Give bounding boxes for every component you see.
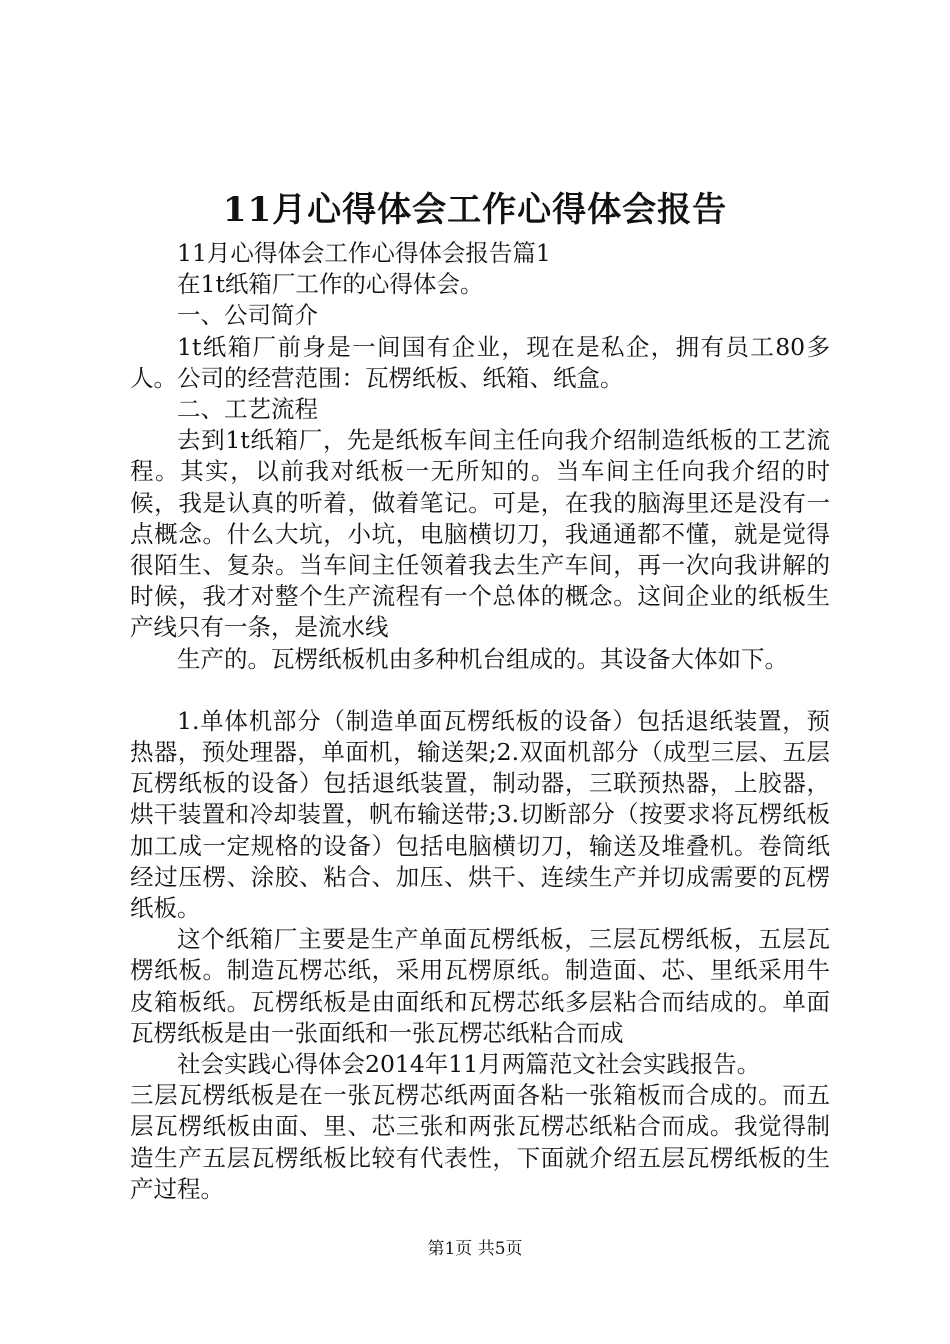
article-subtitle: 11月心得体会工作心得体会报告篇1 — [177, 239, 551, 267]
intro-paragraph: 在1t纸箱厂工作的心得体会。 — [177, 270, 484, 299]
five-layer-paragraph: 三层瓦楞纸板是在一张瓦楞芯纸两面各粘一张箱板而合成的。而五层瓦楞纸板由面、里、芯三张和两张瓦楞芯纸粘合而成。我觉得制造生产五层瓦楞纸板比较有代表性，下面就介绍五层瓦楞纸板的生产过程。 — [130, 1081, 830, 1203]
document-body — [130, 238, 830, 1205]
document-title: 11月心得体会工作心得体会报告 — [222, 190, 728, 230]
related-article-line: 社会实践心得体会2014年11月两篇范文社会实践报告。 — [177, 1050, 761, 1079]
company-paragraph: 1t纸箱厂前身是一间国有企业，现在是私企，拥有员工80多人。公司的经营范围：瓦楞纸板、纸箱、纸盒。 — [130, 332, 830, 392]
section-heading-company: 一、公司简介 — [177, 301, 318, 330]
process-paragraph: 去到1t纸箱厂，先是纸板车间主任向我介绍制造纸板的工艺流程。其实，以前我对纸板一无所知的。当车间主任向我介绍的时候，我是认真的听着，做着笔记。可是，在我的脑海里还是没有一点概念。什么大坑，小坑，电脑横切刀，我通通都不懂，就是觉得很陌生、复杂。当车间主任领着我去生产车间，再一次向我讲解的时候，我才对整个生产流程有一个总体的概念。这间企业的纸板生产线只有一条，是流水线 — [130, 426, 830, 642]
equipment-list-paragraph: 1.单体机部分（制造单面瓦楞纸板的设备）包括退纸装置，预热器，预处理器，单面机，输送架;2.双面机部分（成型三层、五层瓦楞纸板的设备）包括退纸装置，制动器，三联预热器，上胶器，烘干装置和冷却装置，帆布输送带;3.切断部分（按要求将瓦楞纸板加工成一定规格的设备）包括电脑横切刀，输送及堆叠机。卷筒纸经过压楞、涂胶、粘合、加压、烘干、连续生产并切成需要的瓦楞纸板。 — [130, 706, 830, 923]
paragraph-spacer — [130, 675, 830, 706]
products-paragraph: 这个纸箱厂主要是生产单面瓦楞纸板，三层瓦楞纸板，五层瓦楞纸板。制造瓦楞芯纸，采用瓦楞原纸。制造面、芯、里纸采用牛皮箱板纸。瓦楞纸板是由面纸和瓦楞芯纸多层粘合而结成的。单面瓦楞纸板是由一张面纸和一张瓦楞芯纸粘合而成 — [130, 925, 830, 1047]
equipment-intro-paragraph: 生产的。瓦楞纸板机由多种机台组成的。其设备大体如下。 — [177, 644, 788, 673]
section-heading-process: 二、工艺流程 — [177, 395, 318, 424]
page-footer: 第1页 共5页 — [427, 1239, 523, 1259]
